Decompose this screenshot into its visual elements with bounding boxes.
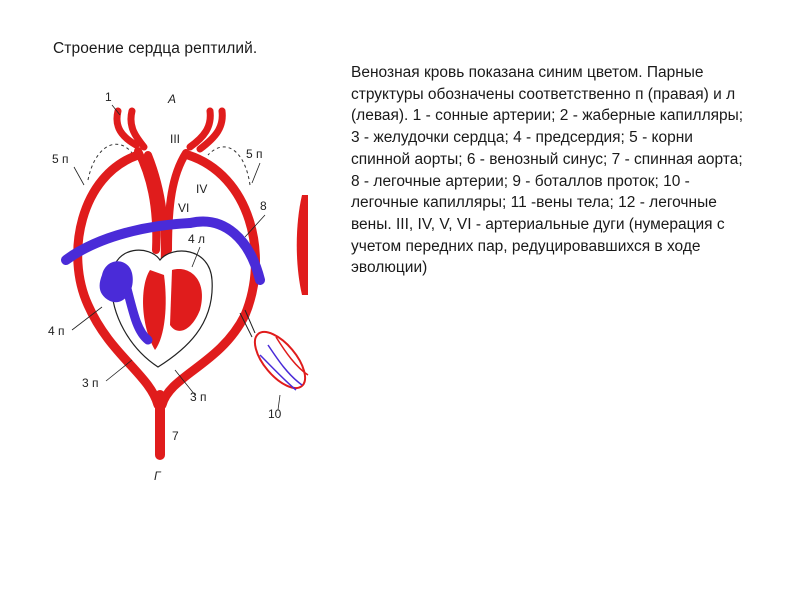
label-iv: IV: [196, 182, 208, 196]
label-5p-right: 5 п: [246, 147, 263, 161]
label-g: Г: [154, 469, 161, 483]
slide-title: Строение сердца рептилий.: [53, 40, 258, 57]
label-3p-left: 3 п: [82, 376, 99, 390]
label-1: 1: [105, 90, 112, 104]
adjacent-diagram-fragment: [297, 195, 308, 295]
label-a: А: [168, 92, 177, 106]
label-vi: VI: [178, 201, 190, 215]
label-3p-right: 3 п: [190, 390, 207, 404]
reptile-heart-diagram: [40, 75, 330, 495]
lung-capillaries: [240, 310, 314, 396]
label-4p: 4 п: [48, 324, 65, 338]
label-iii: III: [170, 132, 181, 146]
diagram-description: Венозная кровь показана синим цветом. Парные структуры обозначены соответственно п (правая) и л (левая). 1 - сонные артерии; 2 - жаберные капилляры; 3 - желудочки сердца; 4 - предсердия; 5 - корни спинной аорты; 6 - венозный синус; 7 - спинная аорта; 8 - легочные артерии; 9 - боталлов проток; 10 - легочные капилляры; 11 -вены тела; 12 - легочные вены. III, IV, V, VI - артериальные дуги (нумерация с учетом передних пар, редуцировавшихся в ходе эволюции): [351, 64, 744, 277]
label-4l: 4 л: [188, 232, 206, 246]
label-10: 10: [268, 407, 282, 421]
label-7: 7: [172, 429, 179, 443]
label-8: 8: [260, 199, 267, 213]
label-5p-left: 5 п: [52, 152, 69, 166]
